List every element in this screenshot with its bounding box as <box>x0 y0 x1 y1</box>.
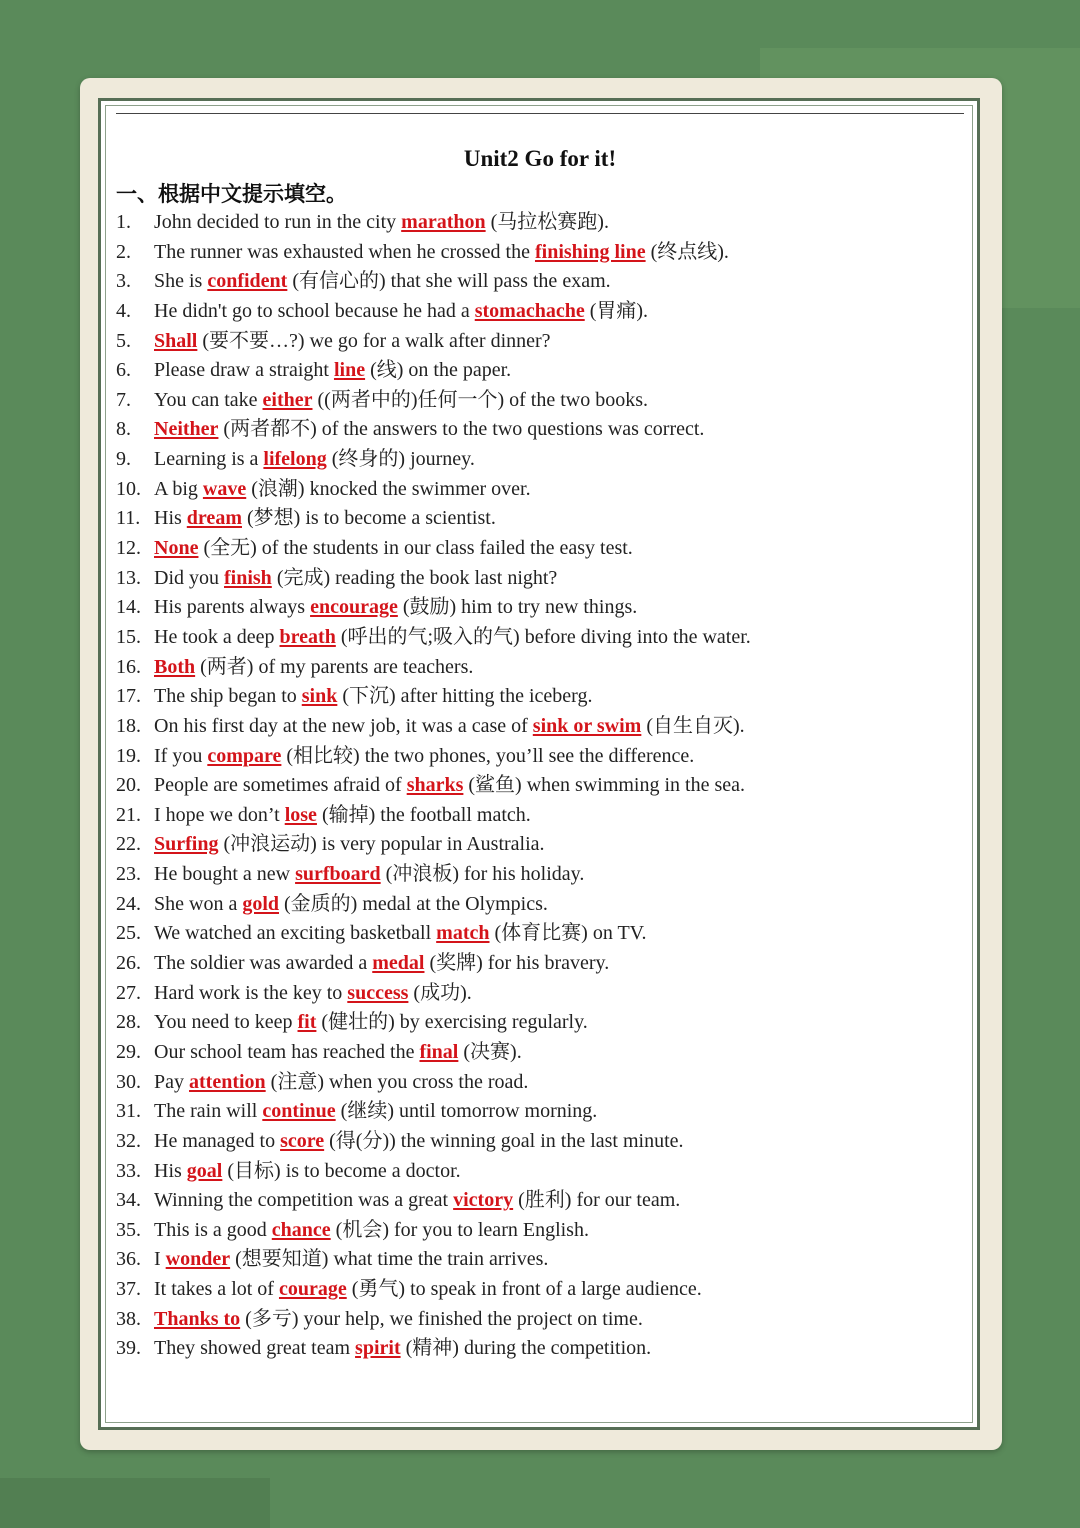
exercise-item <box>116 1008 751 1038</box>
answer-word: line <box>333 359 366 382</box>
sentence-after: for our team. <box>571 1189 681 1212</box>
chinese-hint: (两者) <box>200 655 254 678</box>
answer-word: gold <box>242 892 280 915</box>
sentence-before: A big <box>154 477 203 500</box>
answer-word: medal <box>372 952 425 975</box>
sentence-before: She won a <box>154 892 243 915</box>
sentence-after: that she will pass the exam. <box>385 270 611 293</box>
exercise-item <box>116 1157 751 1187</box>
item-number: 13. <box>116 566 141 589</box>
sentence-after: . <box>739 714 745 737</box>
sentence-after: the winning goal in the last minute. <box>395 1129 684 1152</box>
answer-word: Surfing <box>154 833 219 856</box>
sentence-before: We watched an exciting basketball <box>154 922 437 945</box>
sentence-before: It takes a lot of <box>154 1278 279 1301</box>
chinese-hint: (精神) <box>405 1337 459 1360</box>
sentence-before: People are sometimes afraid of <box>154 774 407 797</box>
item-number: 6. <box>116 359 131 382</box>
item-number: 38. <box>116 1307 141 1330</box>
exercise-item <box>116 475 751 505</box>
exercise-item <box>116 1305 751 1335</box>
answer-word: chance <box>271 1218 331 1241</box>
exercise-list <box>116 208 751 1364</box>
exercise-item <box>116 890 751 920</box>
item-number: 9. <box>116 448 131 471</box>
sentence-before: You need to keep <box>154 1011 298 1034</box>
sentence-before: This is a good <box>154 1218 272 1241</box>
item-number: 32. <box>116 1129 141 1152</box>
sentence-before: I <box>154 1248 166 1271</box>
sentence-before: Hard work is the key to <box>154 981 348 1004</box>
sentence-before: John decided to run in the city <box>154 211 402 233</box>
item-number: 29. <box>116 1040 141 1063</box>
sentence-after: the two phones, you’ll see the difference. <box>359 744 695 767</box>
sentence-after: to speak in front of a large audience. <box>405 1278 702 1301</box>
exercise-item <box>116 860 751 890</box>
exercise-item <box>116 1186 751 1216</box>
item-number: 18. <box>116 714 141 737</box>
sentence-after: we go for a walk after dinner? <box>304 329 551 352</box>
exercise-item <box>116 534 751 564</box>
exercise-item <box>116 1275 751 1305</box>
sentence-after: until tomorrow morning. <box>393 1100 598 1123</box>
answer-word: wonder <box>165 1248 231 1271</box>
chinese-hint: (体育比赛) <box>494 922 588 945</box>
exercise-item <box>116 1097 751 1127</box>
sentence-before: She is <box>154 270 208 293</box>
chinese-hint: (全无) <box>203 537 257 560</box>
sentence-after: medal at the Olympics. <box>357 892 548 915</box>
answer-word: final <box>419 1040 459 1063</box>
item-number: 24. <box>116 892 141 915</box>
item-number: 8. <box>116 418 131 441</box>
chinese-hint: (要不要…?) <box>202 329 305 352</box>
chinese-hint: (胃痛) <box>589 299 644 322</box>
worksheet-title: Unit2 Go for it! <box>463 146 617 171</box>
sentence-after: . <box>643 299 649 322</box>
sentence-before: The ship began to <box>154 685 302 708</box>
exercise-item <box>116 919 751 949</box>
sentence-after: on the paper. <box>403 359 512 382</box>
sentence-before: They showed great team <box>154 1337 356 1360</box>
answer-word: stomachache <box>474 299 585 322</box>
sentence-after: for his bravery. <box>482 952 610 975</box>
sentence-after: . <box>723 240 729 263</box>
answer-word: Both <box>154 655 196 678</box>
exercise-item <box>116 415 751 445</box>
answer-word: lose <box>284 803 317 826</box>
item-number: 15. <box>116 625 141 648</box>
item-number: 30. <box>116 1070 141 1093</box>
sentence-before: He didn't go to school because he had a <box>154 299 475 322</box>
exercise-item <box>116 267 751 297</box>
exercise-item <box>116 238 751 268</box>
item-number: 17. <box>116 685 141 708</box>
chinese-hint: (鼓励) <box>402 596 457 619</box>
chinese-hint: (注意) <box>270 1070 324 1093</box>
item-number: 1. <box>116 211 131 233</box>
sentence-after: after hitting the iceberg. <box>395 685 593 708</box>
exercise-item <box>116 564 751 594</box>
sentence-after: of the answers to the two questions was correct. <box>316 418 705 441</box>
sentence-before: His <box>154 507 187 530</box>
answer-word: dream <box>186 507 242 530</box>
sentence-after: on TV. <box>587 922 647 945</box>
answer-word: spirit <box>355 1337 401 1360</box>
answer-word: goal <box>186 1159 223 1182</box>
answer-word: sink or swim <box>532 714 642 737</box>
item-number: 35. <box>116 1218 141 1241</box>
sentence-before: Did you <box>154 566 224 589</box>
chinese-hint: (终点线) <box>650 240 724 263</box>
exercise-item <box>116 1068 751 1098</box>
chinese-hint: (奖牌) <box>429 952 483 975</box>
sentence-before: Winning the competition was a great <box>154 1189 454 1212</box>
item-number: 7. <box>116 388 131 411</box>
chinese-hint: (完成) <box>276 566 331 589</box>
chinese-hint: (得(分)) <box>329 1129 396 1152</box>
answer-word: either <box>262 388 313 411</box>
item-number: 21. <box>116 803 141 826</box>
answer-word: finish <box>224 566 272 589</box>
chinese-hint: (下沉) <box>342 685 396 708</box>
item-number: 23. <box>116 863 141 886</box>
item-number: 12. <box>116 537 141 560</box>
item-number: 33. <box>116 1159 141 1182</box>
chinese-hint: (呼出的气;吸入的气) <box>340 625 520 648</box>
exercise-item <box>116 504 751 534</box>
exercise-item <box>116 1127 751 1157</box>
sentence-before: Learning is a <box>154 448 264 471</box>
sentence-before: Please draw a straight <box>154 359 334 382</box>
chinese-hint: (决赛) <box>463 1040 517 1063</box>
sentence-before: On his first day at the new job, it was a case of <box>154 714 533 737</box>
chinese-hint: (金质的) <box>284 892 358 915</box>
sentence-after: by exercising regularly. <box>394 1011 588 1034</box>
exercise-item <box>116 712 751 742</box>
sentence-before: His <box>154 1159 187 1182</box>
answer-word: success <box>347 981 409 1004</box>
answer-word: sharks <box>406 774 464 797</box>
item-number: 20. <box>116 774 141 797</box>
answer-word: surfboard <box>295 863 381 886</box>
sentence-after: of the students in our class failed the easy test. <box>256 537 633 560</box>
exercise-item <box>116 653 751 683</box>
chinese-hint: (继续) <box>340 1100 394 1123</box>
exercise-item <box>116 1038 751 1068</box>
chinese-hint: (鲨鱼) <box>468 774 522 797</box>
sentence-before: He took a deep <box>154 625 280 648</box>
sentence-before: His parents always <box>154 596 311 619</box>
item-number: 2. <box>116 240 131 263</box>
exercise-item <box>116 593 751 623</box>
exercise-item <box>116 979 751 1009</box>
sentence-after: journey. <box>405 448 475 471</box>
answer-word: marathon <box>401 211 486 233</box>
answer-word: match <box>436 922 490 945</box>
exercise-item <box>116 830 751 860</box>
chinese-hint: (想要知道) <box>235 1248 329 1271</box>
exercise-item <box>116 297 751 327</box>
chinese-hint: (有信心的) <box>292 270 386 293</box>
item-number: 4. <box>116 299 131 322</box>
sentence-before: Pay <box>154 1070 189 1093</box>
sentence-after: is very popular in Australia. <box>316 833 545 856</box>
chinese-hint: (梦想) <box>246 507 301 530</box>
chinese-hint: (机会) <box>335 1218 389 1241</box>
item-number: 26. <box>116 952 141 975</box>
sentence-after: before diving into the water. <box>519 625 751 648</box>
item-number: 36. <box>116 1248 141 1271</box>
chinese-hint: (成功) <box>413 981 467 1004</box>
chinese-hint: (勇气) <box>351 1278 406 1301</box>
sentence-after: him to try new things. <box>456 596 638 619</box>
answer-word: confident <box>207 270 288 293</box>
sentence-after: . <box>466 981 472 1004</box>
answer-word: sink <box>301 685 338 708</box>
item-number: 27. <box>116 981 141 1004</box>
answer-word: fit <box>297 1011 317 1034</box>
item-number: 34. <box>116 1189 141 1212</box>
sentence-after: of the two books. <box>504 388 649 411</box>
sentence-after: . <box>603 211 609 233</box>
sentence-after: during the competition. <box>458 1337 652 1360</box>
sentence-after: . <box>516 1040 522 1063</box>
sentence-before: I hope we don’t <box>154 803 285 826</box>
chinese-hint: (胜利) <box>518 1189 572 1212</box>
exercise-item <box>116 1334 751 1364</box>
sentence-after: the football match. <box>375 803 531 826</box>
sentence-after: what time the train arrives. <box>328 1248 549 1271</box>
sentence-after: knocked the swimmer over. <box>304 477 531 500</box>
item-number: 31. <box>116 1100 141 1123</box>
chinese-hint: (马拉松赛跑) <box>490 211 604 233</box>
sentence-before: If you <box>154 744 208 767</box>
exercise-item <box>116 623 751 653</box>
sentence-after: of my parents are teachers. <box>253 655 474 678</box>
sentence-after: is to become a doctor. <box>280 1159 461 1182</box>
exercise-item <box>116 1216 751 1246</box>
exercise-item <box>116 682 751 712</box>
item-number: 14. <box>116 596 141 619</box>
exercise-item <box>116 742 751 772</box>
sentence-before: He managed to <box>154 1129 281 1152</box>
item-number: 37. <box>116 1278 141 1301</box>
sentence-before: He bought a new <box>154 863 296 886</box>
sentence-after: for his holiday. <box>458 863 585 886</box>
answer-word: Shall <box>154 329 198 352</box>
exercise-item <box>116 327 751 357</box>
answer-word: breath <box>279 625 336 648</box>
answer-word: Neither <box>154 418 219 441</box>
chinese-hint: (健壮的) <box>321 1011 395 1034</box>
sentence-before: The soldier was awarded a <box>154 952 373 975</box>
sentence-before: The runner was exhausted when he crossed the <box>154 240 535 263</box>
sentence-after: is to become a scientist. <box>300 507 496 530</box>
answer-word: None <box>154 537 199 560</box>
answer-word: attention <box>189 1070 266 1093</box>
chinese-hint: (线) <box>370 359 404 382</box>
sentence-after: reading the book last night? <box>330 566 558 589</box>
answer-word: victory <box>453 1189 514 1212</box>
section-heading: 一、根据中文提示填空。 <box>116 182 347 206</box>
header-rule <box>116 113 964 114</box>
chinese-hint: (目标) <box>227 1159 281 1182</box>
answer-word: score <box>280 1129 325 1152</box>
sentence-before: Our school team has reached the <box>154 1040 420 1063</box>
exercise-item <box>116 445 751 475</box>
exercise-item <box>116 386 751 416</box>
chinese-hint: ((两者中的)任何一个) <box>317 388 505 411</box>
answer-word: finishing line <box>534 240 646 263</box>
item-number: 39. <box>116 1337 141 1360</box>
sentence-after: when swimming in the sea. <box>521 774 746 797</box>
background-patch <box>0 1478 270 1528</box>
chinese-hint: (冲浪运动) <box>223 833 317 856</box>
sentence-after: for you to learn English. <box>389 1218 589 1241</box>
chinese-hint: (自生自灭) <box>646 714 740 737</box>
item-number: 19. <box>116 744 141 767</box>
answer-word: wave <box>202 477 247 500</box>
chinese-hint: (输掉) <box>321 803 376 826</box>
chinese-hint: (冲浪板) <box>385 863 459 886</box>
exercise-item <box>116 1245 751 1275</box>
item-number: 16. <box>116 655 141 678</box>
sentence-before: You can take <box>154 388 263 411</box>
item-number: 5. <box>116 329 131 352</box>
answer-word: continue <box>262 1100 336 1123</box>
chinese-hint: (浪潮) <box>251 477 305 500</box>
item-number: 10. <box>116 477 141 500</box>
exercise-item <box>116 356 751 386</box>
chinese-hint: (相比较) <box>286 744 360 767</box>
sentence-after: your help, we finished the project on time. <box>298 1307 643 1330</box>
answer-word: Thanks to <box>154 1307 241 1330</box>
sentence-before: The rain will <box>154 1100 263 1123</box>
answer-word: encourage <box>310 596 398 619</box>
exercise-item <box>116 771 751 801</box>
exercise-item <box>116 949 751 979</box>
item-number: 25. <box>116 922 141 945</box>
answer-word: compare <box>207 744 282 767</box>
answer-word: courage <box>278 1278 347 1301</box>
chinese-hint: (两者都不) <box>223 418 317 441</box>
chinese-hint: (终身的) <box>331 448 406 471</box>
sentence-after: when you cross the road. <box>324 1070 529 1093</box>
item-number: 28. <box>116 1011 141 1034</box>
item-number: 22. <box>116 833 141 856</box>
item-number: 11. <box>116 507 141 530</box>
exercise-item <box>116 801 751 831</box>
chinese-hint: (多亏) <box>245 1307 299 1330</box>
exercise-item <box>116 208 751 238</box>
answer-word: lifelong <box>263 448 327 471</box>
item-number: 3. <box>116 270 131 293</box>
